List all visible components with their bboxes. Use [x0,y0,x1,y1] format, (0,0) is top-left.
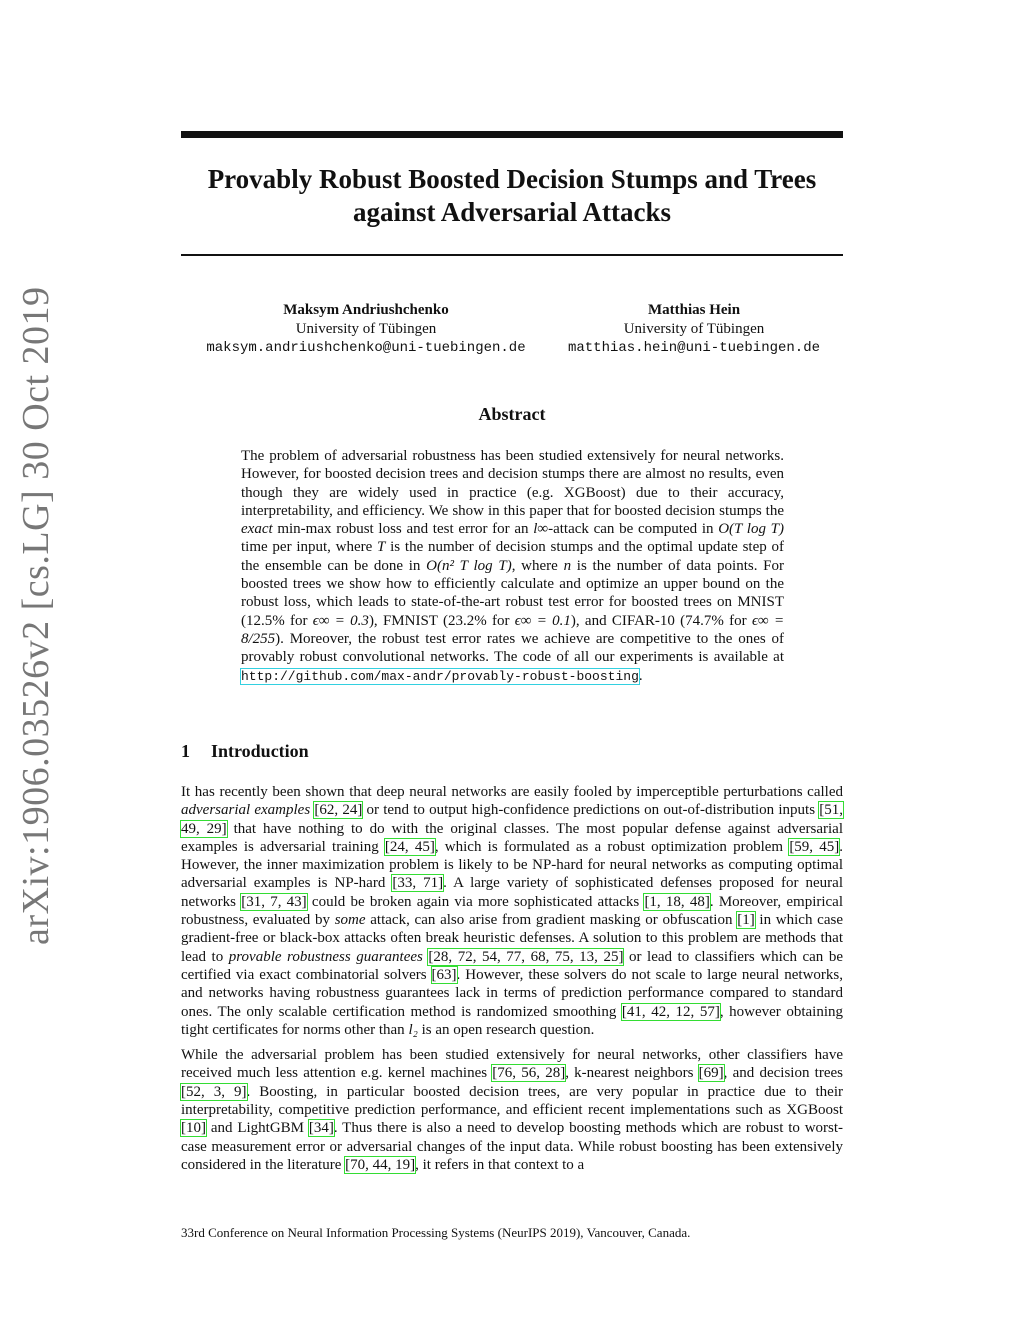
math-linf: l∞ [533,521,549,538]
section-heading [181,741,309,762]
citation-link[interactable]: [10] [181,1120,206,1137]
author-name: Matthias Hein [647,302,741,318]
author-affiliation: University of Tübingen [623,321,765,337]
abstract-text: ), FMNIST (23.2% for [368,612,510,629]
abstract-text: ). Moreover, the robust test error rates we achieve are competitive to the ones of provably robust convolutional networks. The code of all our experiments is available at [241,630,784,666]
citation-link[interactable]: [59, 45] [789,838,840,855]
citation-link[interactable]: [62, 24] [314,802,363,819]
citation-link[interactable]: [76, 56, 28] [492,1065,566,1082]
citation-link[interactable]: [52, 3, 9] [181,1083,247,1100]
arxiv-identifier: arXiv:1906.03526v2 [cs.LG] 30 Oct 2019 [15,286,57,945]
abstract-text: The problem of adversarial robustness has been studied extensively for neural networks. However, for boosted decision trees and decision stumps there are almost no results, even though they are widely used in practice (e.g. XGBoost) due to their accuracy, interpretability, and efficiency. We show in this paper that for boosted decision stumps the [241,448,784,519]
abstract-text: min-max robust loss and test error for an [277,521,529,538]
math-complexity: O(T log T) [718,521,785,538]
citation-link[interactable]: [51, 49, 29] [181,802,843,837]
author-name: Maksym Andriushchenko [283,302,449,318]
title-bottom-rule [181,254,843,256]
abstract-text: is the number of decision stumps and the optimal update step of the ensemble can be done in [241,539,784,574]
section-number: 1 [181,741,190,761]
author-email[interactable]: matthias.hein@uni-tuebingen.de [567,340,821,356]
conference-footnote: 33rd Conference on Neural Information Processing Systems (NeurIPS 2019), Vancouver, Canada. [181,1225,691,1240]
math-n: n [563,557,572,574]
citation-link[interactable]: [24, 45] [384,838,435,855]
math-epsilon: ϵ∞ = 0.1 [514,612,571,629]
paper-title: Provably Robust Boosted Decision Stumps and Trees against Adversarial Attacks [207,164,817,227]
introduction-body [181,783,843,1181]
citation-link[interactable]: [31, 7, 43] [241,893,307,910]
math-T: T [377,539,386,556]
citation-link[interactable]: [33, 71] [392,875,444,892]
citation-link[interactable]: [69] [698,1065,724,1082]
abstract-body [241,447,784,686]
citation-link[interactable]: [63] [431,966,457,983]
citation-link[interactable]: [1] [737,912,755,929]
section-title: Introduction [211,741,309,761]
author-affiliation: University of Tübingen [295,321,437,337]
author-block-1 [195,301,537,358]
abstract-emphasis: exact [241,521,273,538]
abstract-text: is the number of data points. For boosted trees we show how to efficiently calculate and optimize an upper bound on the robust loss, which leads to state-of-the-art robust test error for boosted trees on MNIST (12.5% for [241,557,785,629]
title-top-rule [181,131,843,138]
citation-link[interactable]: [1, 18, 48] [644,893,710,910]
math-update-complexity: O(n² T log T) [426,557,512,574]
abstract-text: , where [511,557,558,574]
author-block-2 [555,301,833,358]
paragraph: It has recently been shown that deep neural networks are easily fooled by imperceptible perturbations called adversarial examples [62, 24] or tend to output high-confidence predictions on out-of-distribution inputs [51, 49, 29] that have nothing to do with the original classes. The most popular defense against adversarial examples is adversarial training [24, 45], which is formulated as a robust optimization problem [59, 45]. However, the inner maximization problem is likely to be NP-hard for neural networks as computing optimal adversarial examples is NP-hard [33, 71]. A large variety of sophisticated defenses proposed for neural networks [31, 7, 43] could be broken again via more sophisticated attacks [1, 18, 48]. Moreover, empirical robustness, evaluated by some attack, can also arise from gradient masking or obfuscation [1] in which case gradient-free or black-box attacks often break heuristic defenses. A solution to this problem are methods that lead to provable robustness guarantees [28, 72, 54, 77, 68, 75, 13, 25] or lead to classifiers which can be certified via exact combinatorial solvers [63]. However, these solvers do not scale to large neural networks, and networks having robustness guarantees lack in terms of prediction performance compared to standard ones. The only scalable certification method is randomized smoothing [41, 42, 12, 57], however obtaining tight certificates for norms other than l₂ is an open research question. [181,784,844,1038]
abstract-text: -attack can be computed in [548,521,714,538]
citation-link[interactable]: [70, 44, 19] [345,1156,416,1173]
code-repository-link[interactable]: http://github.com/max-andr/provably-robust-boosting [241,668,639,684]
abstract-text: ), and CIFAR-10 (74.7% for [570,612,747,629]
abstract-text: time per input, where [241,539,373,556]
citation-link[interactable]: [41, 42, 12, 57] [621,1003,720,1020]
math-epsilon: ϵ∞ = 0.3 [312,612,369,629]
abstract-heading: Abstract [478,404,546,424]
math-epsilon: ϵ∞ = 8/255 [241,612,785,647]
author-email[interactable]: maksym.andriushchenko@uni-tuebingen.de [206,340,526,356]
paragraph: While the adversarial problem has been studied extensively for neural networks, other classifiers have received much less attention e.g. kernel machines [76, 56, 28], k-nearest neighbors [69], and decision trees [52, 3, 9]. Boosting, in particular boosted decision trees, are very popular in practice due to their interpretability, competitive prediction performance, and efficient recent implementations such as XGBoost [10] and LightGBM [34]. Thus there is also a need to develop boosting methods which are robust to worst-case measurement error or adversarial changes of the input data. While robust boosting has been extensively considered in the literature [70, 44, 19], it refers in that context to a [181,1047,844,1173]
abstract-text: . [638,667,643,684]
citation-link[interactable]: [34] [308,1120,334,1137]
citation-link[interactable]: [28, 72, 54, 77, 68, 75, 13, 25] [428,948,624,965]
